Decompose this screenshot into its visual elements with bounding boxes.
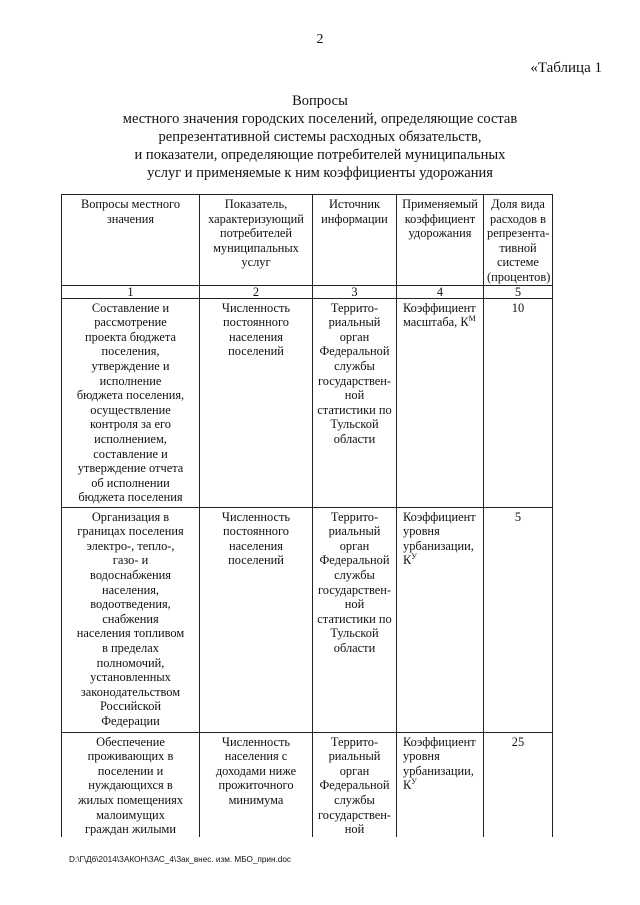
cell-coefficient: Коэффициент уровня урбанизации, $К^У$ (397, 732, 484, 837)
cell-share: 5 (484, 507, 553, 732)
cell-source: Террито- риальный орган Федеральной службы государствен- ной статистики по Тульской области (313, 298, 397, 507)
coefficient-superscript: М (468, 314, 476, 324)
table-header-row (62, 195, 553, 286)
file-path-footer: D:\Г\Д6\2014\ЗАКОН\ЗАС_4\Зак_внес. изм. МБО_прин.doc (69, 855, 291, 864)
header-source: Источник информации (313, 195, 397, 286)
column-number: 2 (200, 285, 313, 298)
header-indicator: Показатель, характеризующий потребителей муниципальных услуг (200, 195, 313, 286)
column-number: 5 (484, 285, 553, 298)
cell-share: 25 (484, 732, 553, 837)
header-share: Доля вида расходов в репрезента- тивной системе (процентов) (484, 195, 553, 286)
column-number: 4 (397, 285, 484, 298)
cell-indicator: Численность населения с доходами ниже прожиточного минимума (200, 732, 313, 837)
cell-question: Составление и рассмотрение проекта бюджета поселения, утверждение и исполнение бюджета поселения, осуществление контроля за его исполнением, составление и утверждение отчета об исполнении бюджета поселения (62, 298, 200, 507)
header-coefficient: Применяемый коэффициент удорожания (397, 195, 484, 286)
document-title (60, 92, 580, 182)
title-line: репрезентативной системы расходных обязательств, (158, 129, 482, 145)
table-row (62, 732, 553, 837)
table-reference: «Таблица 1 (530, 60, 602, 76)
cell-coefficient: Коэффициент масштаба, $К^М$ (397, 298, 484, 507)
title-line: услуг и применяемые к ним коэффициенты удорожания (147, 165, 493, 181)
cell-indicator: Численность постоянного населения поселений (200, 298, 313, 507)
table-row (62, 507, 553, 732)
cell-question: Организация в границах поселения электро-, тепло-, газо- и водоснабжения населения, водоотведения, снабжения населения топливом в пределах полномочий, установленных законодательством Российской Федерации (62, 507, 200, 732)
cell-source: Террито- риальный орган Федеральной службы государствен- ной (313, 732, 397, 837)
title-line: Вопросы (292, 93, 348, 109)
cell-source: Террито- риальный орган Федеральной службы государствен- ной статистики по Тульской области (313, 507, 397, 732)
title-line: местного значения городских поселений, определяющие состав (122, 111, 518, 127)
cell-indicator: Численность постоянного населения поселений (200, 507, 313, 732)
cell-coefficient: Коэффициент уровня урбанизации, $К^У$ (397, 507, 484, 732)
column-number: 1 (62, 285, 200, 298)
title-line: и показатели, определяющие потребителей муниципальных (134, 147, 506, 163)
coefficient-superscript: У (411, 777, 417, 787)
header-questions: Вопросы местного значения (62, 195, 200, 286)
column-number-row (62, 285, 553, 298)
coefficient-superscript: У (411, 552, 417, 562)
table-row (62, 298, 553, 507)
cell-share: 10 (484, 298, 553, 507)
column-number: 3 (313, 285, 397, 298)
page-number: 2 (316, 32, 324, 47)
expenditure-table (61, 194, 553, 837)
cell-question: Обеспечение проживающих в поселении и нуждающихся в жилых помещениях малоимущих граждан жилыми (62, 732, 200, 837)
